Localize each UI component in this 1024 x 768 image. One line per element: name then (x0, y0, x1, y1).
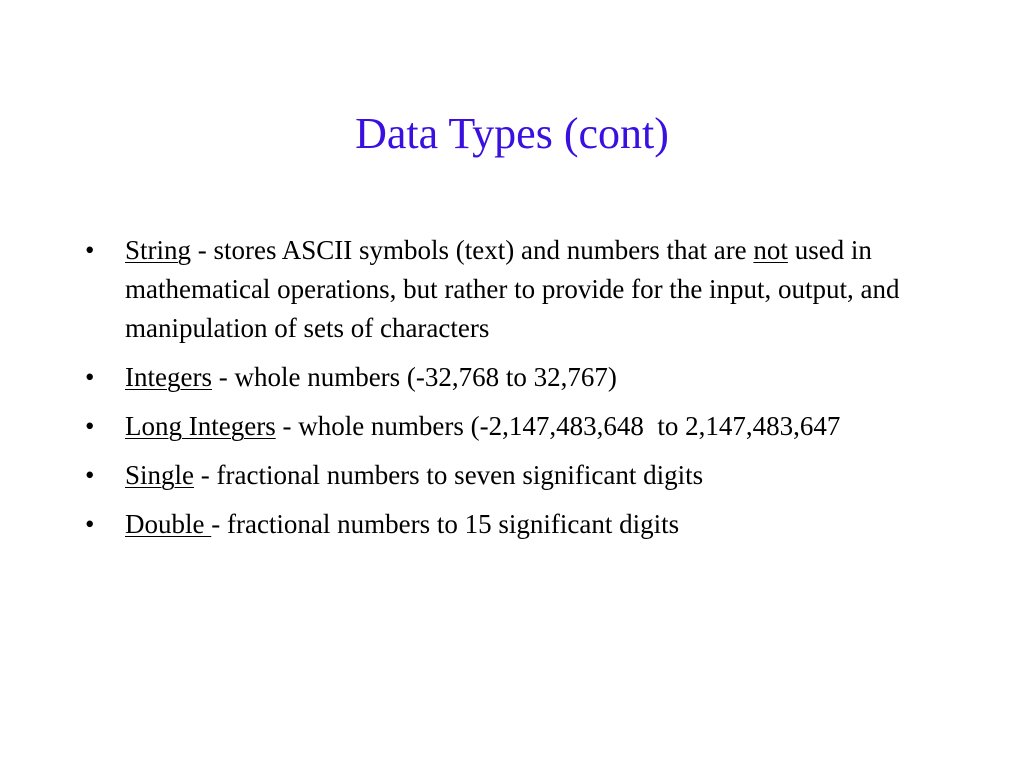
term-long-integers: Long Integers (125, 411, 276, 441)
bullet-item-long-integers (85, 407, 965, 446)
term-double: Double (125, 509, 212, 539)
term-string: String (125, 235, 192, 265)
slide-title: Data Types (cont) (355, 109, 669, 158)
bullet-icon: • (85, 362, 95, 392)
desc-single: - fractional numbers to seven significant digits (194, 460, 704, 490)
emphasis-not: not (753, 235, 788, 265)
desc-string-part2: used in mathematical operations, but rather to provide for the input, output, and manipulation of sets of characters (125, 235, 907, 343)
bullet-item-single (85, 456, 965, 495)
bullet-list (85, 231, 965, 554)
bullet-icon: • (85, 460, 95, 490)
bullet-icon: • (85, 235, 95, 265)
bullet-item-string (85, 231, 965, 348)
bullet-item-integers (85, 358, 965, 397)
term-integers: Integers (125, 362, 212, 392)
desc-long-integers: - whole numbers (-2,147,483,648 to 2,147,483,647 (275, 411, 841, 441)
bullet-icon: • (85, 411, 95, 441)
bullet-icon: • (85, 509, 95, 539)
desc-string-part1: - stores ASCII symbols (text) and numbers that are (191, 235, 754, 265)
term-single: Single (125, 460, 195, 490)
desc-double: - fractional numbers to 15 significant digits (211, 509, 680, 539)
desc-integers: - whole numbers (-32,768 to 32,767) (211, 362, 617, 392)
bullet-item-double (85, 505, 965, 544)
